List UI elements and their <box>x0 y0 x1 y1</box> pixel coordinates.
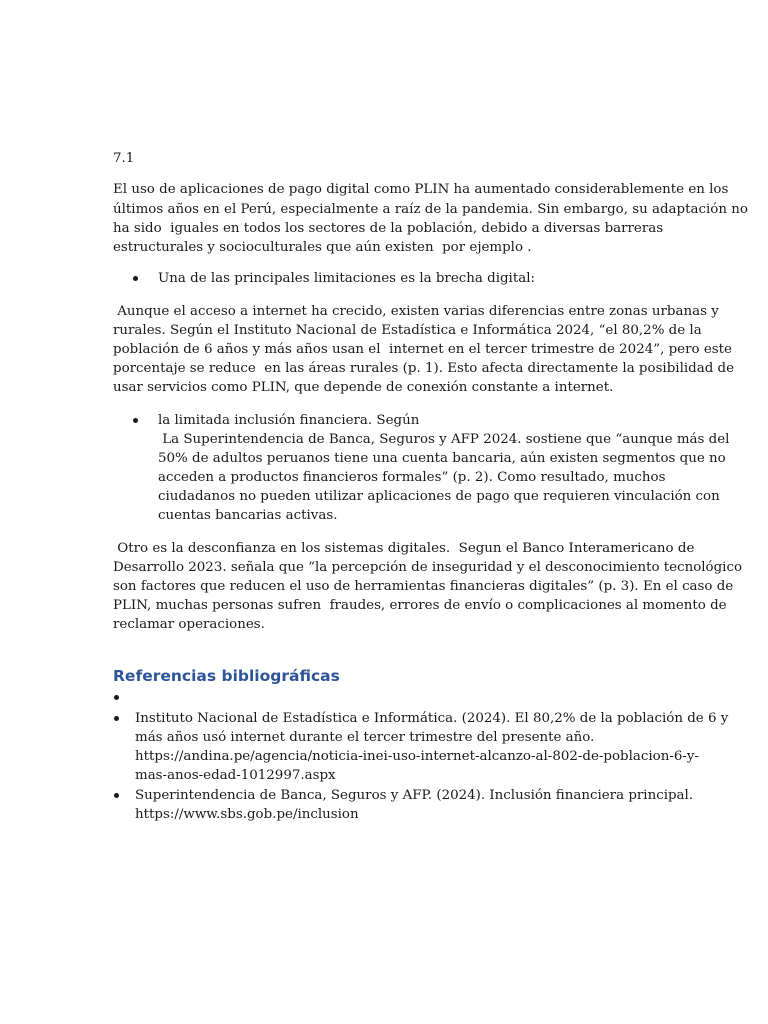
paragraph-line: usar servicios como PLIN, que depende de conexión constante a internet. <box>113 380 614 395</box>
bullet-icon <box>114 716 119 721</box>
paragraph-line: son factores que reducen el uso de herramientas financieras digitales” (p. 3). En el caso de <box>113 579 734 594</box>
reference-line: Instituto Nacional de Estadística e Informática. (2024). El 80,2% de la población de 6 y <box>135 711 729 726</box>
intro-line: El uso de aplicaciones de pago digital como PLIN ha aumentado considerablemente en los <box>113 182 729 197</box>
paragraph-line: rurales. Según el Instituto Nacional de Estadística e Informática 2024, “el 80,2% de la <box>113 323 702 338</box>
bullet-text: la limitada inclusión financiera. Según <box>158 413 420 428</box>
bullet-icon <box>114 695 119 700</box>
bullet-icon <box>114 793 119 798</box>
reference-link: mas-anos-edad-1012997.aspx <box>135 768 336 783</box>
reference-line: más años usó internet durante el tercer trimestre del presente año. <box>135 730 595 745</box>
reference-link: https://andina.pe/agencia/noticia-inei-uso-internet-alcanzo-al-802-de-poblacion-6-y- <box>135 749 700 764</box>
bullet-icon <box>133 418 138 423</box>
reference-line: Superintendencia de Banca, Seguros y AFP. (2024). Inclusión financiera principal. <box>135 788 694 803</box>
bullet-text: La Superintendencia de Banca, Seguros y AFP 2024. sostiene que “aunque más del <box>158 432 730 447</box>
intro-line: estructurales y socioculturales que aún existen por ejemplo . <box>113 240 532 255</box>
paragraph-line: porcentaje se reduce en las áreas rurales (p. 1). Esto afecta directamente la posibilidad de <box>113 361 735 376</box>
paragraph-line: Desarrollo 2023. señala que “la percepción de inseguridad y el desconocimiento tecnológico <box>113 560 743 575</box>
paragraph-line: Aunque el acceso a internet ha crecido, existen varias diferencias entre zonas urbanas y <box>113 304 719 319</box>
bullet-icon <box>133 276 138 281</box>
bullet-text: acceden a productos financieros formales” (p. 2). Como resultado, muchos <box>158 470 666 485</box>
paragraph-line: Otro es la desconfianza en los sistemas digitales. Segun el Banco Interamericano de <box>113 541 695 556</box>
bullet-text: 50% de adultos peruanos tiene una cuenta bancaria, aún existen segmentos que no <box>158 451 726 466</box>
reference-link: https://www.sbs.gob.pe/inclusion <box>135 807 359 822</box>
paragraph-line: PLIN, muchas personas sufren fraudes, errores de envío o complicaciones al momento de <box>113 598 727 613</box>
paragraph-line: población de 6 años y más años usan el internet en el tercer trimestre de 2024”, pero este <box>113 342 732 357</box>
section-number: 7.1 <box>113 151 135 166</box>
paragraph-line: reclamar operaciones. <box>113 617 265 632</box>
bullet-text: Una de las principales limitaciones es la brecha digital: <box>158 271 535 286</box>
intro-line: últimos años en el Perú, especialmente a raíz de la pandemia. Sin embargo, su adaptación no <box>113 202 748 217</box>
bullet-text: ciudadanos no pueden utilizar aplicaciones de pago que requieren vinculación con <box>158 489 720 504</box>
intro-line: ha sido iguales en todos los sectores de la población, debido a diversas barreras <box>113 221 664 236</box>
bullet-text: cuentas bancarias activas. <box>158 508 338 523</box>
references-heading: Referencias bibliográficas <box>113 667 340 685</box>
